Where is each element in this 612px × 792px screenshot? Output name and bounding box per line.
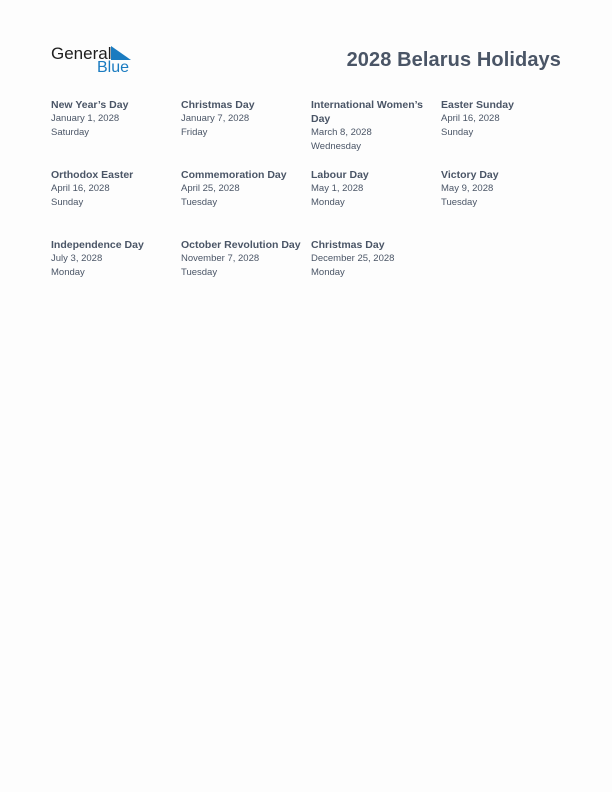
holiday-name: Victory Day [441,169,499,181]
holiday-name: October Revolution Day [181,239,301,251]
holiday-date: April 16, 2028 [441,113,500,124]
holiday-date: December 25, 2028 [311,253,395,264]
holiday-date: July 3, 2028 [51,253,103,264]
holiday-name: Labour Day [311,169,369,181]
page-title: 2028 Belarus Holidays [346,49,561,71]
holiday-weekday: Tuesday [181,196,218,208]
holiday-date: November 7, 2028 [181,253,260,264]
holiday-name: Independence Day [51,239,144,251]
holiday-item [51,98,181,168]
holiday-name: Easter Sunday [441,99,514,111]
holiday-name: Orthodox Easter [51,169,134,181]
holiday-item [311,98,441,168]
holiday-item [311,168,441,238]
holiday-weekday: Sunday [441,126,474,138]
holiday-item [441,168,571,238]
logo-word-blue: Blue [97,59,130,76]
holiday-item [181,238,311,308]
holiday-weekday: Wednesday [311,140,361,152]
holiday-weekday: Tuesday [441,196,478,208]
holiday-weekday: Sunday [51,196,84,208]
holiday-item [51,168,181,238]
holiday-name: International Women’s Day [311,99,424,125]
holiday-date: April 16, 2028 [51,183,110,194]
holiday-weekday: Monday [311,266,345,278]
holiday-date: January 7, 2028 [181,113,250,124]
holiday-weekday: Monday [51,266,85,278]
holiday-name: Christmas Day [181,99,255,111]
logo-triangle-icon [111,46,131,60]
holiday-date: January 1, 2028 [51,113,120,124]
generalblue-logo [51,44,135,78]
holiday-name: Commemoration Day [181,169,287,181]
holiday-name: Christmas Day [311,239,385,251]
holiday-grid [51,98,571,308]
holiday-item [441,98,571,168]
holiday-date: May 9, 2028 [441,183,494,194]
holiday-name: New Year’s Day [51,99,129,111]
holiday-item [181,98,311,168]
holiday-date: May 1, 2028 [311,183,364,194]
holiday-weekday: Tuesday [181,266,218,278]
holiday-date: April 25, 2028 [181,183,240,194]
holiday-weekday: Saturday [51,126,90,138]
holiday-item [51,238,181,308]
holiday-item [311,238,441,308]
holiday-weekday: Monday [311,196,345,208]
holiday-item [181,168,311,238]
holiday-date: March 8, 2028 [311,127,372,138]
holiday-weekday: Friday [181,126,208,138]
logo-word-general: General [51,44,112,63]
